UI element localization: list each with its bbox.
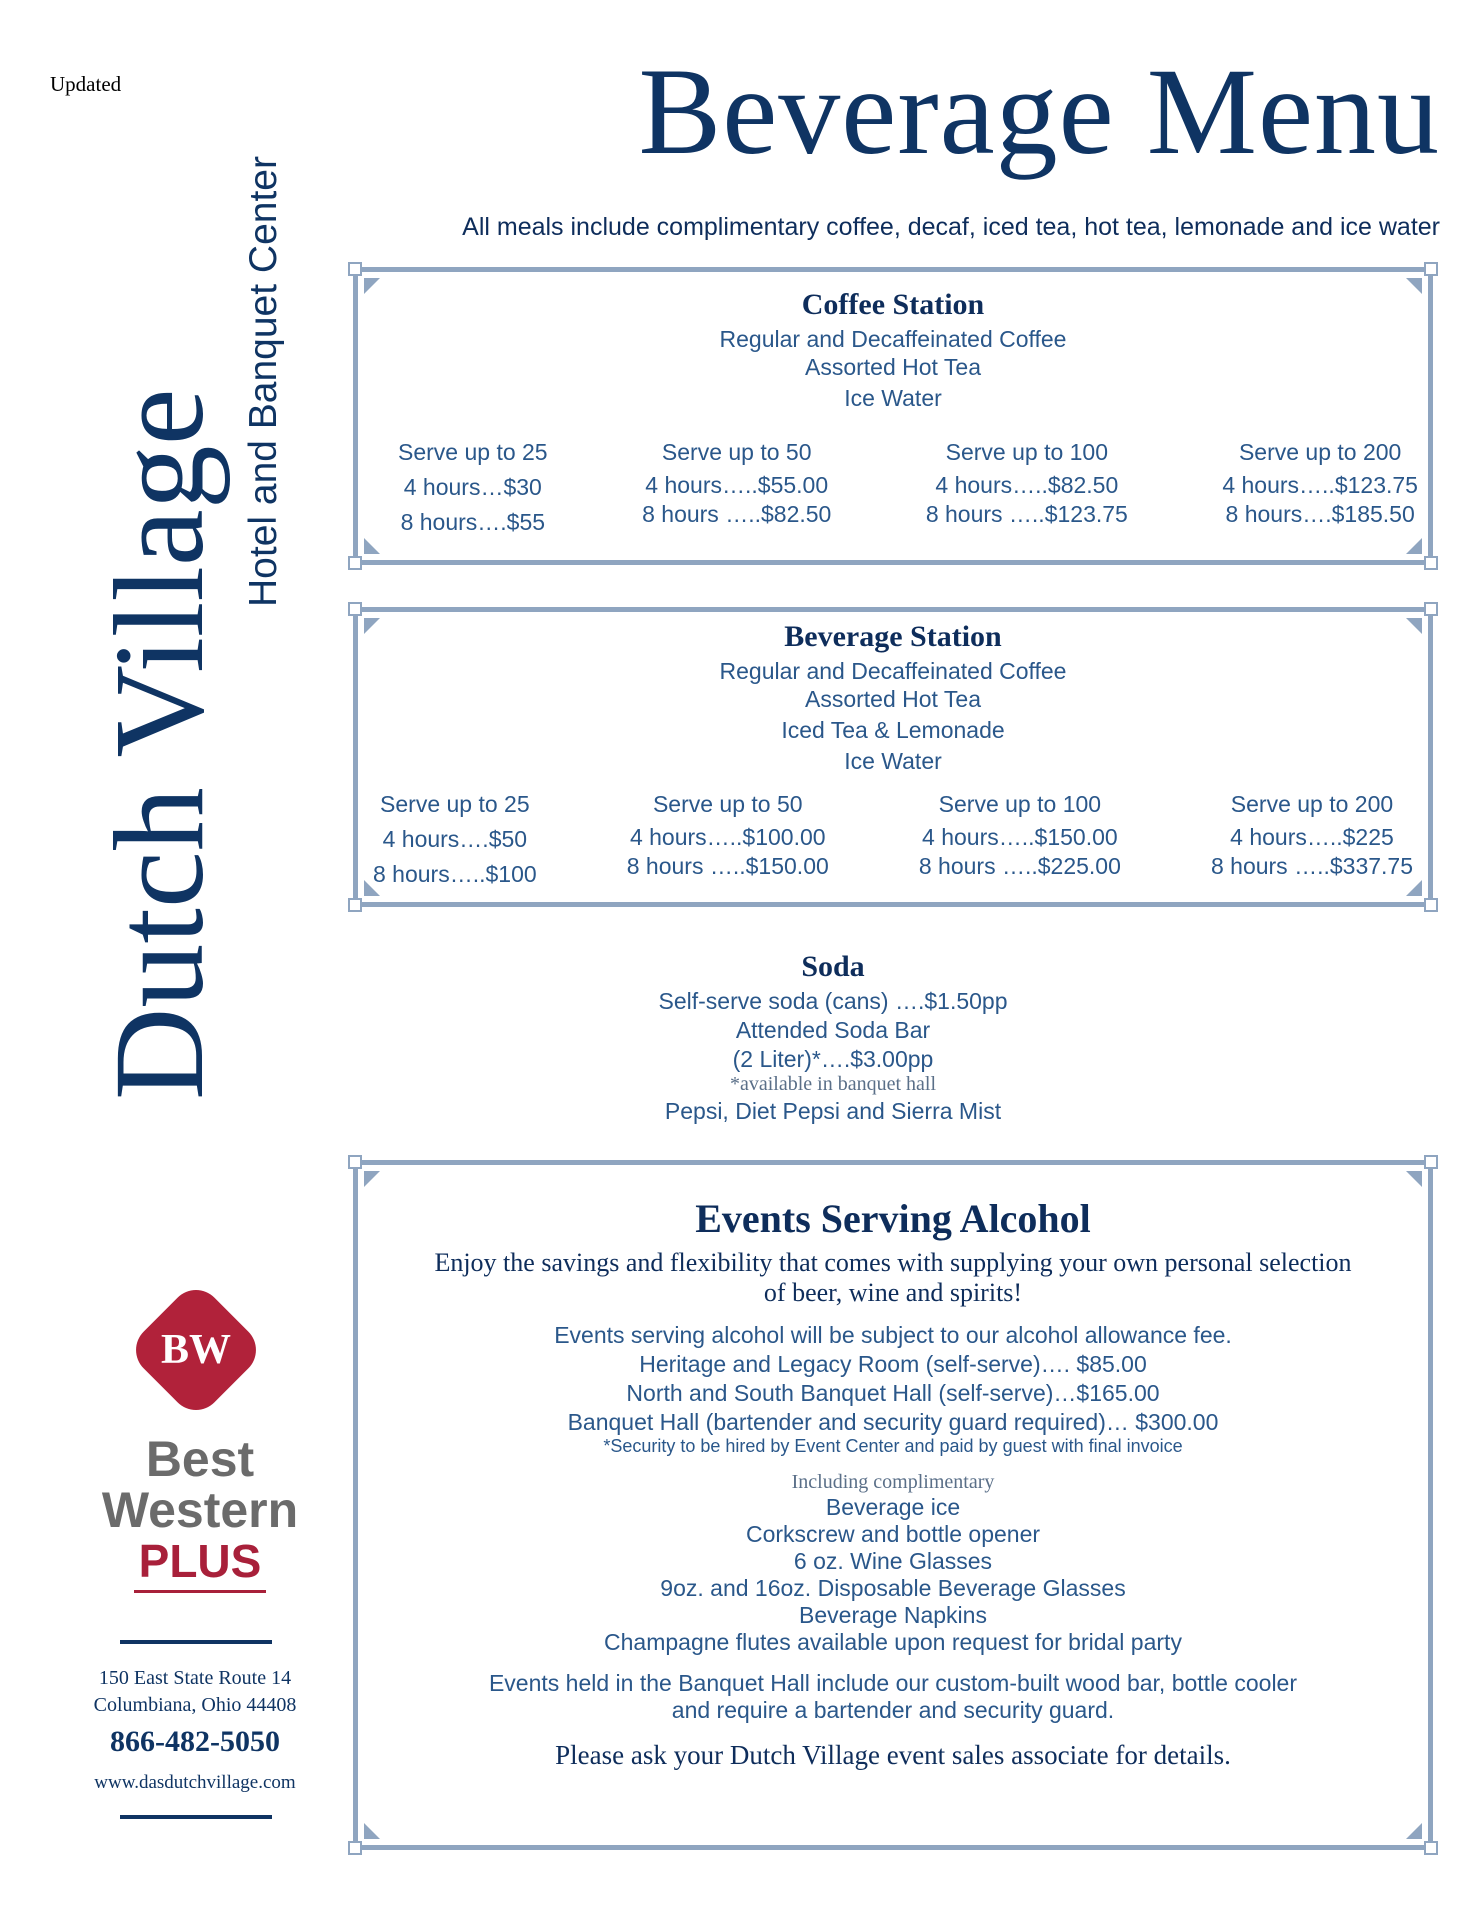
tier-four-hours: 4 hours…..$100.00 [629, 824, 826, 850]
soda-line: (2 Liter)*….$3.00pp [732, 1046, 934, 1072]
alcohol-content [368, 1195, 1418, 1771]
included-item: Beverage Napkins [799, 1602, 987, 1628]
tier-eight-hours: 8 hours …..$150.00 [626, 853, 829, 879]
website-link[interactable]: www.dasdutchvillage.com [94, 1772, 296, 1793]
hall-note: and require a bartender and security guard. [671, 1697, 1115, 1723]
tier-label: Serve up to 200 [1230, 791, 1394, 817]
included-item: Beverage ice [825, 1494, 961, 1520]
fee-intro: Events serving alcohol will be subject to our alcohol allowance fee. [554, 1322, 1232, 1348]
tier-four-hours: 4 hours…$30 [403, 474, 542, 500]
coffee-station-title: Coffee Station [801, 288, 985, 321]
updated-label: Updated [50, 72, 122, 96]
alcohol-title: Events Serving Alcohol [695, 1196, 1091, 1241]
coffee-item: Regular and Decaffeinated Coffee [719, 326, 1067, 352]
beverage-station-panel [348, 602, 1438, 912]
tier-label: Serve up to 100 [945, 439, 1109, 465]
brand-subtitle: Hotel and Banquet Center [242, 156, 285, 607]
coffee-tier [926, 438, 1128, 537]
address-line2: Columbiana, Ohio 44408 [93, 1694, 297, 1716]
tier-four-hours: 4 hours…..$82.50 [935, 472, 1119, 498]
address-line1: 150 East State Route 14 [98, 1667, 292, 1689]
soda-brands: Pepsi, Diet Pepsi and Sierra Mist [664, 1098, 1002, 1124]
coffee-item: Assorted Hot Tea [804, 354, 981, 380]
beverage-tier [627, 790, 829, 889]
tier-label: Serve up to 100 [938, 791, 1102, 817]
tier-eight-hours: 8 hours …..$225.00 [918, 853, 1121, 879]
page-title: Beverage Menu [638, 43, 1440, 180]
best-western-logo [70, 1280, 330, 1593]
included-item: Corkscrew and bottle opener [745, 1521, 1041, 1547]
coffee-station-panel [348, 262, 1438, 570]
tier-label: Serve up to 25 [380, 791, 530, 817]
soda-title: Soda [801, 950, 865, 983]
included-item: 9oz. and 16oz. Disposable Beverage Glasses [660, 1575, 1126, 1601]
hall-note: Events held in the Banquet Hall include our custom-built wood bar, bottle cooler [488, 1670, 1298, 1696]
tier-four-hours: 4 hours…..$123.75 [1222, 472, 1418, 498]
alcohol-intro: Enjoy the savings and flexibility that comes with supplying your own personal selection [434, 1248, 1352, 1277]
fee-line: Banquet Hall (bartender and security guard required)… $300.00 [567, 1409, 1219, 1435]
included-item: 6 oz. Wine Glasses [793, 1548, 993, 1574]
tier-label: Serve up to 50 [661, 439, 812, 465]
logo-line3: PLUS [138, 1535, 262, 1587]
beverage-tier [373, 790, 537, 889]
tier-eight-hours: 8 hours….$55 [400, 509, 546, 535]
tier-four-hours: 4 hours…..$150.00 [922, 824, 1118, 850]
coffee-tier [1222, 438, 1418, 537]
tier-eight-hours: 8 hours …..$123.75 [925, 501, 1128, 527]
fee-line: North and South Banquet Hall (self-serve)…$165.00 [626, 1380, 1160, 1406]
beverage-tier-grid [373, 790, 1413, 889]
alcohol-panel [348, 1155, 1438, 1855]
divider [120, 1815, 272, 1819]
bw-badge: BW [126, 1280, 266, 1420]
beverage-item: Ice Water [844, 748, 942, 774]
soda-note: *available in banquet hall [729, 1073, 937, 1095]
divider [120, 1640, 272, 1644]
tier-label: Serve up to 50 [652, 791, 803, 817]
coffee-tier [642, 438, 831, 537]
alcohol-intro: of beer, wine and spirits! [763, 1278, 1023, 1307]
tier-four-hours: 4 hours….$50 [382, 826, 528, 852]
phone-number: 866-482-5050 [110, 1725, 280, 1758]
coffee-tier [398, 438, 548, 537]
coffee-item: Ice Water [844, 385, 942, 411]
beverage-station-title: Beverage Station [784, 620, 1002, 653]
beverage-tier [919, 790, 1121, 889]
tier-label: Serve up to 25 [398, 439, 548, 465]
tier-four-hours: 4 hours…..$55.00 [645, 472, 829, 498]
logo-line1: Best [145, 1431, 255, 1487]
fee-line: Heritage and Legacy Room (self-serve)…. $85.00 [639, 1351, 1147, 1377]
tagline: All meals include complimentary coffee, decaf, iced tea, hot tea, lemonade and ice water [462, 213, 1440, 241]
address [60, 1665, 330, 1719]
beverage-tier [1211, 790, 1413, 889]
tier-eight-hours: 8 hours …..$337.75 [1210, 853, 1413, 879]
tier-eight-hours: 8 hours …..$82.50 [642, 501, 832, 527]
soda-line: Self-serve soda (cans) ….$1.50pp [658, 988, 1008, 1014]
soda-line: Attended Soda Bar [735, 1017, 931, 1043]
logo-underline [134, 1590, 266, 1593]
tier-eight-hours: 8 hours….$185.50 [1225, 501, 1415, 527]
logo-line2: Western [101, 1482, 299, 1538]
included-item: Champagne flutes available upon request for bridal party [604, 1629, 1182, 1655]
security-note: *Security to be hired by Event Center and paid by guest with final invoice [603, 1436, 1183, 1456]
brand-name: Dutch Village [88, 388, 230, 1100]
beverage-item: Assorted Hot Tea [804, 686, 981, 712]
tier-four-hours: 4 hours…..$225 [1230, 824, 1394, 850]
tier-eight-hours: 8 hours…..$100 [373, 861, 537, 887]
coffee-tier-grid [398, 438, 1418, 537]
including-label: Including complimentary [791, 1471, 995, 1493]
beverage-item: Iced Tea & Lemonade [781, 717, 1005, 743]
beverage-item: Regular and Decaffeinated Coffee [719, 658, 1067, 684]
tier-label: Serve up to 200 [1238, 439, 1402, 465]
closing-note: Please ask your Dutch Village event sales associate for details. [555, 1740, 1231, 1770]
soda-section [348, 950, 1438, 1125]
